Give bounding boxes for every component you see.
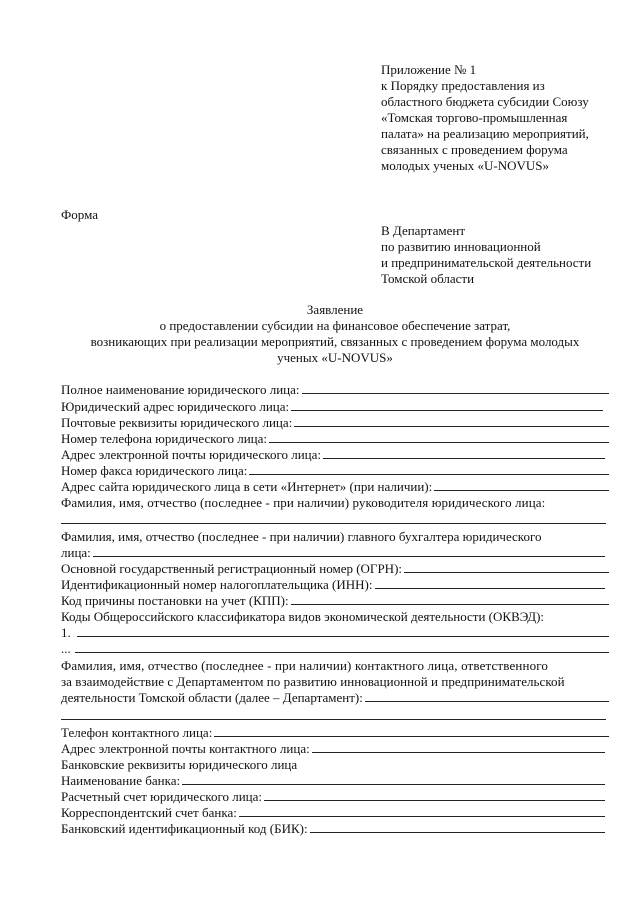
corr-account-row <box>61 804 609 821</box>
contact-field-extra[interactable] <box>61 719 606 720</box>
contact-phone-row <box>61 724 609 741</box>
title-line: ученых «U-NOVUS» <box>277 350 393 365</box>
appendix-line: Приложение № 1 <box>381 62 477 77</box>
postal-details-row <box>61 414 609 431</box>
website-field[interactable] <box>434 478 609 491</box>
fax-row <box>61 462 609 479</box>
appendix-line: к Порядку предоставления из <box>381 78 545 93</box>
ogrn-label: Основной государственный регистрационный номер (ОГРН): <box>61 561 403 576</box>
kpp-field[interactable] <box>291 592 609 605</box>
contact-email-field[interactable] <box>312 740 605 753</box>
appendix-line: «Томская торгово-промышленная <box>381 110 568 125</box>
bik-row <box>61 820 609 837</box>
contact-label-a: Фамилия, имя, отчество (последнее - при наличии) контактного лица, ответственного <box>61 658 549 673</box>
website-label: Адрес сайта юридического лица в сети «Интернет» (при наличии): <box>61 479 433 494</box>
contact-field[interactable] <box>365 689 609 702</box>
settlement-account-row <box>61 788 609 805</box>
ogrn-field[interactable] <box>404 560 609 573</box>
accountant-field[interactable] <box>93 544 605 557</box>
appendix-line: областного бюджета субсидии Союзу <box>381 94 589 109</box>
appendix-block <box>381 62 589 174</box>
contact-phone-label: Телефон контактного лица: <box>61 725 213 740</box>
inn-field[interactable] <box>375 576 606 589</box>
contact-row <box>61 689 609 706</box>
okved-1-field[interactable] <box>77 624 609 637</box>
contact-email-label: Адрес электронной почты контактного лица: <box>61 741 310 756</box>
settlement-account-label: Расчетный счет юридического лица: <box>61 789 262 804</box>
fax-field[interactable] <box>249 462 609 475</box>
ogrn-row <box>61 560 609 577</box>
phone-field[interactable] <box>269 430 609 443</box>
title-heading: Заявление <box>306 302 364 317</box>
bik-label: Банковский идентификационный код (БИК): <box>61 821 308 836</box>
postal-details-field[interactable] <box>294 414 609 427</box>
okved-more-label: ... <box>61 641 71 656</box>
addressee-line: Томской области <box>381 271 475 286</box>
corr-account-label: Корреспондентский счет банка: <box>61 805 237 820</box>
email-label: Адрес электронной почты юридического лица: <box>61 447 321 462</box>
website-row <box>61 478 609 495</box>
okved-more-row <box>61 640 609 657</box>
bik-field[interactable] <box>310 820 605 833</box>
settlement-account-field[interactable] <box>264 788 605 801</box>
director-label: Фамилия, имя, отчество (последнее - при наличии) руководителя юридического лица: <box>61 495 546 510</box>
contact-label-b: за взаимодействие с Департаментом по развитию инновационной и предпринимательской <box>61 674 565 689</box>
okved-1-row <box>61 624 609 641</box>
legal-address-row <box>61 398 609 415</box>
appendix-line: связанных с проведением форума <box>381 142 568 157</box>
phone-label: Номер телефона юридического лица: <box>61 431 267 446</box>
full-name-label: Полное наименование юридического лица: <box>61 382 300 397</box>
kpp-row <box>61 592 609 609</box>
addressee-block <box>381 223 591 287</box>
accountant-label-b: лица: <box>61 545 91 560</box>
email-field[interactable] <box>323 446 605 459</box>
contact-label-c: деятельности Томской области (далее – Департамент): <box>61 690 363 705</box>
bank-details-heading: Банковские реквизиты юридического лица <box>61 757 298 772</box>
okved-more-field[interactable] <box>75 640 609 653</box>
full-name-row <box>61 381 609 398</box>
full-name-field[interactable] <box>302 381 610 394</box>
title-line: о предоставлении субсидии на финансовое обеспечение затрат, <box>159 318 511 333</box>
postal-details-label: Почтовые реквизиты юридического лица: <box>61 415 293 430</box>
okved-1-label: 1. <box>61 625 71 640</box>
contact-phone-field[interactable] <box>214 724 609 737</box>
director-field[interactable] <box>61 523 606 524</box>
appendix-line: палата» на реализацию мероприятий, <box>381 126 589 141</box>
legal-address-field[interactable] <box>291 398 603 411</box>
accountant-label-a: Фамилия, имя, отчество (последнее - при наличии) главного бухгалтера юридического <box>61 529 542 544</box>
addressee-line: по развитию инновационной <box>381 239 541 254</box>
contact-email-row <box>61 740 609 757</box>
bank-name-row <box>61 772 609 789</box>
legal-address-label: Юридический адрес юридического лица: <box>61 399 290 414</box>
corr-account-field[interactable] <box>239 804 605 817</box>
appendix-line: молодых ученых «U-NOVUS» <box>381 158 550 173</box>
bank-name-label: Наименование банка: <box>61 773 181 788</box>
document-title <box>40 302 630 366</box>
bank-name-field[interactable] <box>182 772 605 785</box>
email-row <box>61 446 609 463</box>
kpp-label: Код причины постановки на учет (КПП): <box>61 593 289 608</box>
form-label: Форма <box>61 207 98 222</box>
addressee-line: В Департамент <box>381 223 466 238</box>
addressee-line: и предпринимательской деятельности <box>381 255 592 270</box>
inn-label: Идентификационный номер налогоплательщика (ИНН): <box>61 577 373 592</box>
phone-row <box>61 430 609 447</box>
title-line: возникающих при реализации мероприятий, связанных с проведением форума молодых <box>90 334 580 349</box>
inn-row <box>61 576 609 593</box>
okved-label: Коды Общероссийского классификатора видов экономической деятельности (ОКВЭД): <box>61 609 545 624</box>
accountant-row <box>61 544 609 561</box>
fax-label: Номер факса юридического лица: <box>61 463 248 478</box>
